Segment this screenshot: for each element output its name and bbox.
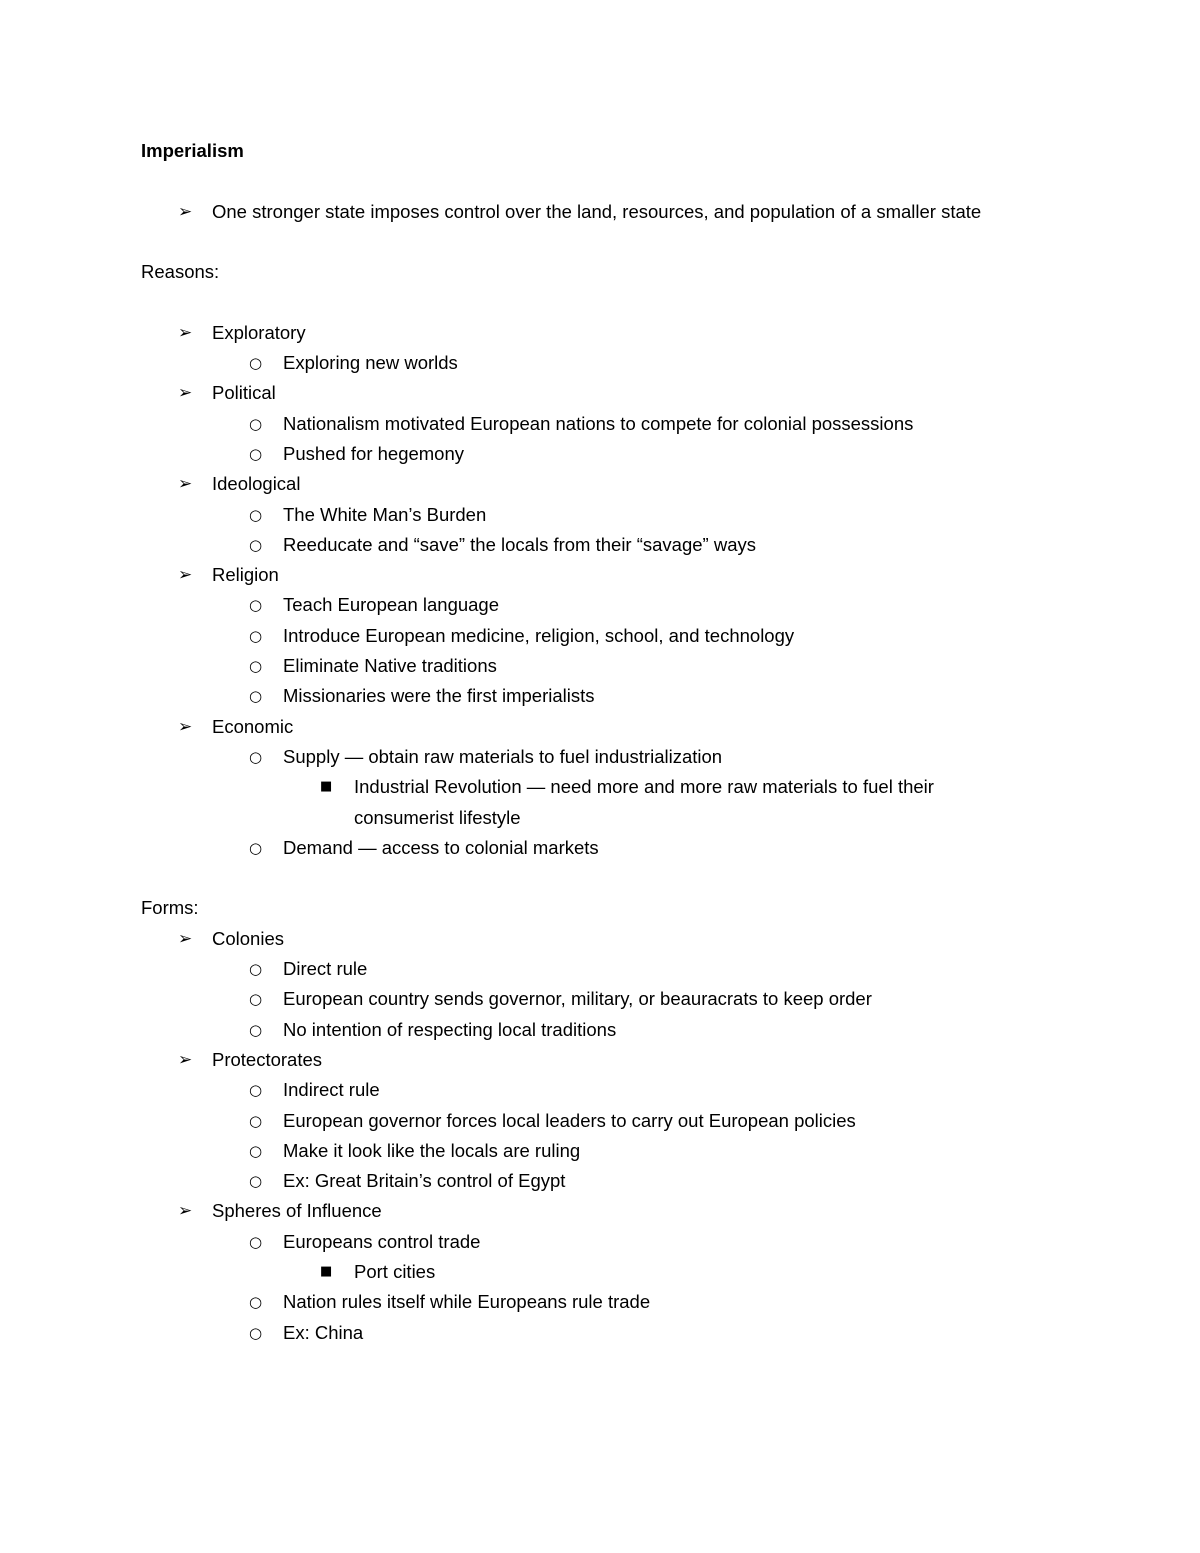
hollow-circle-bullet-icon: ○ (249, 1293, 263, 1312)
hollow-circle-bullet-icon: ○ (249, 535, 263, 554)
filled-square-bullet-icon: ■ (320, 779, 333, 795)
list-item: ➢ Protectorates (141, 1045, 1101, 1075)
reasons-list (141, 318, 1101, 863)
list-item: ➢ Colonies (141, 924, 1101, 954)
list-item: ➢ Religion (141, 560, 1101, 590)
list-item (141, 197, 1101, 227)
list-item: ○ Nation rules itself while Europeans rule trade (141, 1287, 1101, 1317)
list-item: ○ Ex: China (141, 1318, 1101, 1348)
list-item: ○ Pushed for hegemony (141, 439, 1101, 469)
hollow-circle-bullet-icon: ○ (249, 354, 263, 373)
filled-square-bullet-icon: ■ (320, 1263, 333, 1279)
arrowhead-bullet-icon: ➢ (178, 716, 193, 737)
forms-list (141, 924, 1101, 1348)
hollow-circle-bullet-icon: ○ (249, 990, 263, 1009)
hollow-circle-bullet-icon: ○ (249, 838, 263, 857)
hollow-circle-bullet-icon: ○ (249, 1232, 263, 1251)
hollow-circle-bullet-icon: ○ (249, 1020, 263, 1039)
arrowhead-bullet-icon: ➢ (178, 474, 193, 495)
hollow-circle-bullet-icon: ○ (249, 747, 263, 766)
list-item: ○ European country sends governor, military, or beauracrats to keep order (141, 984, 1101, 1014)
list-item: ○ Nationalism motivated European nations to compete for colonial possessions (141, 409, 1101, 439)
document-title: Imperialism (141, 140, 244, 161)
list-item: ○ No intention of respecting local traditions (141, 1015, 1101, 1045)
list-item: ■ Industrial Revolution — need more and more raw materials to fuel their consumerist lifestyle (141, 772, 1101, 833)
list-item: ○ Indirect rule (141, 1075, 1101, 1105)
reasons-heading: Reasons: (141, 261, 220, 283)
arrowhead-bullet-icon: ➢ (178, 201, 193, 222)
list-item: ○ European governor forces local leaders to carry out European policies (141, 1106, 1101, 1136)
hollow-circle-bullet-icon: ○ (249, 626, 263, 645)
hollow-circle-bullet-icon: ○ (249, 1141, 263, 1160)
list-item: ○ Missionaries were the first imperialists (141, 681, 1101, 711)
list-item: ➢ Political (141, 378, 1101, 408)
hollow-circle-bullet-icon: ○ (249, 505, 263, 524)
hollow-circle-bullet-icon: ○ (249, 960, 263, 979)
definition-text: One stronger state imposes control over the land, resources, and population of a smaller state (212, 200, 982, 222)
arrowhead-bullet-icon: ➢ (178, 1201, 193, 1222)
list-item: ○ Reeducate and “save” the locals from their “savage” ways (141, 530, 1101, 560)
arrowhead-bullet-icon: ➢ (178, 565, 193, 586)
list-item: ○ Introduce European medicine, religion, school, and technology (141, 621, 1101, 651)
list-item: ○ Ex: Great Britain’s control of Egypt (141, 1166, 1101, 1196)
list-item: ➢ Exploratory (141, 318, 1101, 348)
arrowhead-bullet-icon: ➢ (178, 322, 193, 343)
list-item: ○ The White Man’s Burden (141, 500, 1101, 530)
arrowhead-bullet-icon: ➢ (178, 928, 193, 949)
list-item: ○ Direct rule (141, 954, 1101, 984)
list-item: ○ Make it look like the locals are ruling (141, 1136, 1101, 1166)
hollow-circle-bullet-icon: ○ (249, 1111, 263, 1130)
list-item: ○ Europeans control trade (141, 1227, 1101, 1257)
list-item: ○ Supply — obtain raw materials to fuel industrialization (141, 742, 1101, 772)
forms-heading: Forms: (141, 897, 199, 919)
hollow-circle-bullet-icon: ○ (249, 687, 263, 706)
document-page (141, 136, 1101, 1348)
list-item: ➢ Ideological (141, 469, 1101, 499)
list-item: ■ Port cities (141, 1257, 1101, 1287)
definition-list (141, 197, 1101, 227)
list-item: ○ Exploring new worlds (141, 348, 1101, 378)
list-item: ○ Teach European language (141, 590, 1101, 620)
hollow-circle-bullet-icon: ○ (249, 1081, 263, 1100)
hollow-circle-bullet-icon: ○ (249, 657, 263, 676)
list-item: ○ Eliminate Native traditions (141, 651, 1101, 681)
list-item: ○ Demand — access to colonial markets (141, 833, 1101, 863)
arrowhead-bullet-icon: ➢ (178, 1049, 193, 1070)
hollow-circle-bullet-icon: ○ (249, 596, 263, 615)
hollow-circle-bullet-icon: ○ (249, 444, 263, 463)
arrowhead-bullet-icon: ➢ (178, 383, 193, 404)
hollow-circle-bullet-icon: ○ (249, 414, 263, 433)
list-item: ➢ Economic (141, 712, 1101, 742)
hollow-circle-bullet-icon: ○ (249, 1172, 263, 1191)
list-item: ➢ Spheres of Influence (141, 1196, 1101, 1226)
hollow-circle-bullet-icon: ○ (249, 1323, 263, 1342)
